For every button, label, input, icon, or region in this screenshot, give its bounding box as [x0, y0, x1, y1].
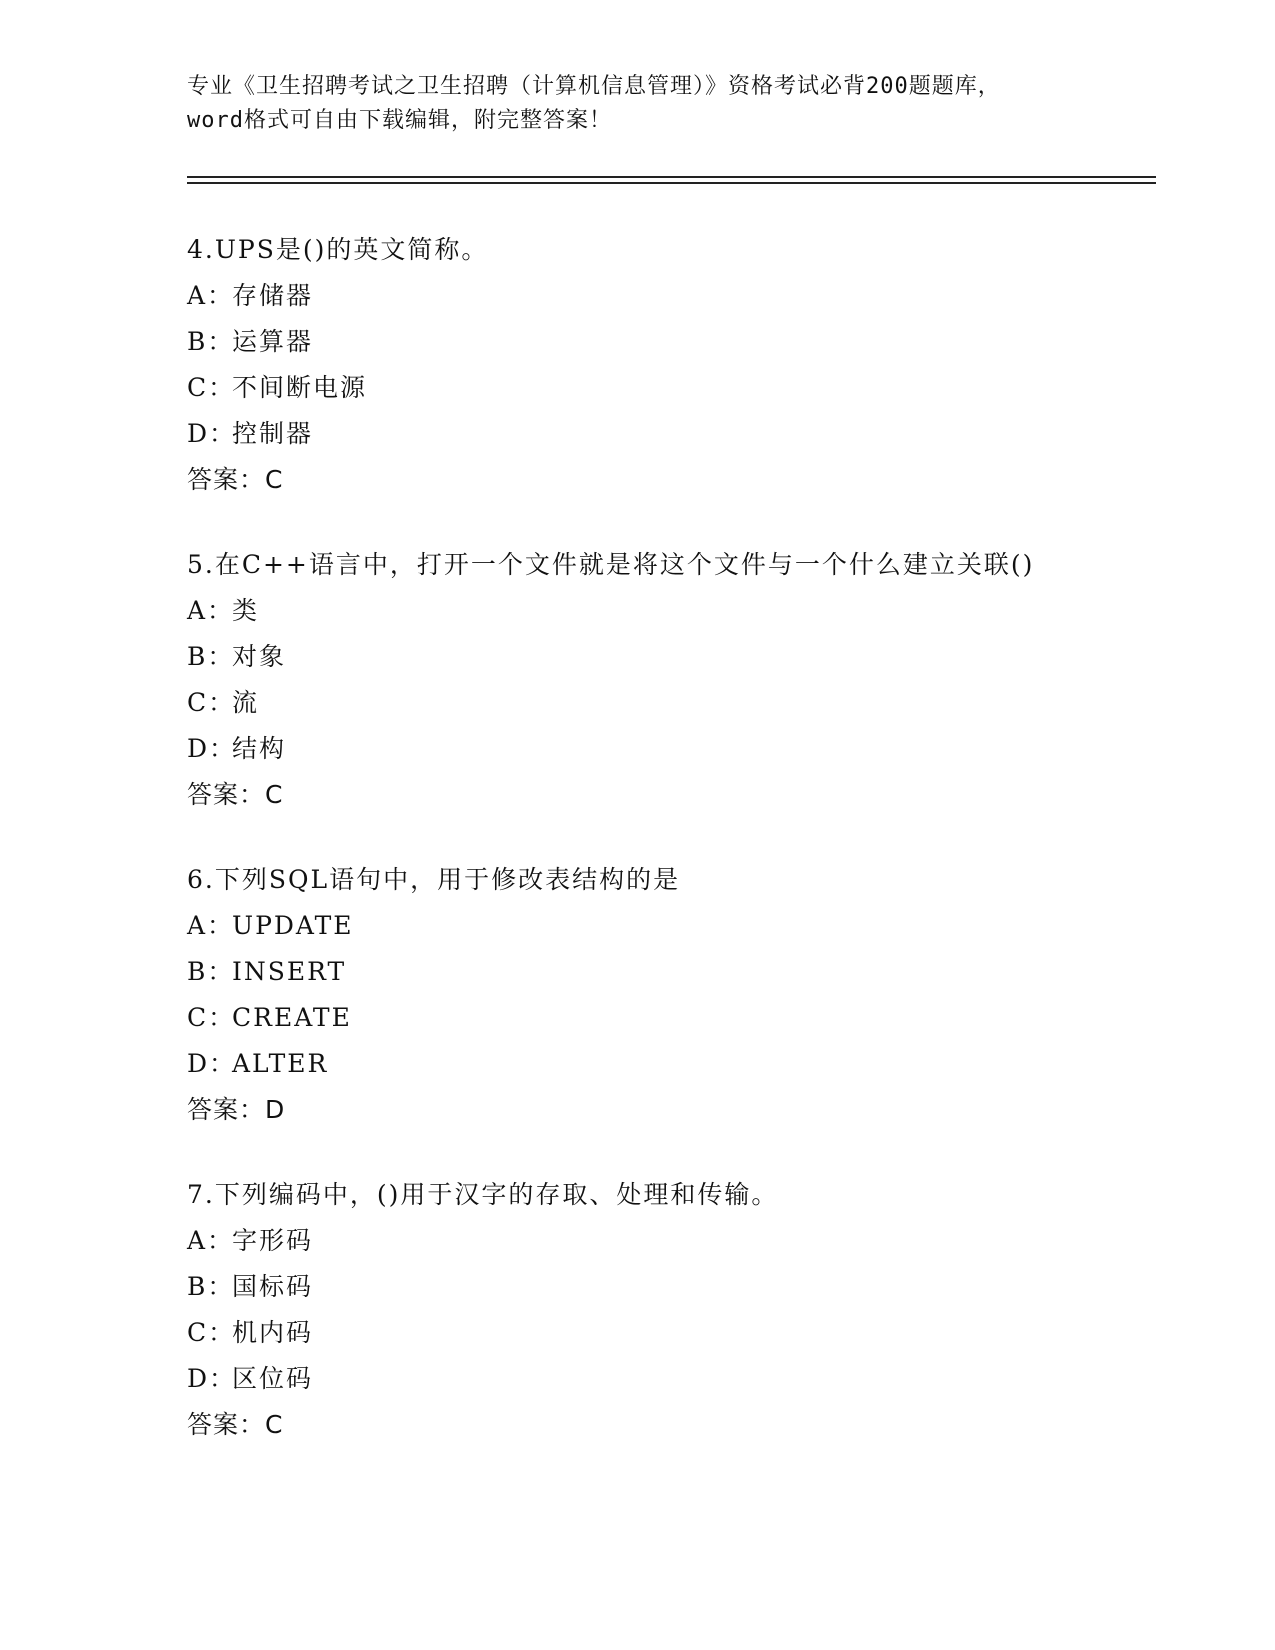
- option-text: 类: [232, 596, 260, 625]
- option-a: [187, 588, 1167, 634]
- header-line-2: word格式可自由下载编辑，附完整答案！: [187, 108, 612, 133]
- question-title: 5.在C++语言中，打开一个文件就是将这个文件与一个什么建立关联(): [187, 550, 1035, 579]
- option-letter: C：: [187, 1318, 236, 1347]
- question-title: 4.UPS是()的英文简称。: [187, 235, 489, 264]
- option-letter: A：: [187, 1226, 235, 1255]
- option-text: 不间断电源: [232, 373, 368, 402]
- option-text: 结构: [232, 734, 287, 763]
- option-letter: A：: [187, 281, 235, 310]
- answer-line: 答案：C: [187, 780, 284, 809]
- option-letter: A：: [187, 596, 235, 625]
- option-letter: C：: [187, 688, 236, 717]
- option-text: 流: [232, 688, 260, 717]
- question-4: [187, 227, 1167, 503]
- option-letter: D：: [187, 1049, 237, 1078]
- header-divider-bottom: [187, 182, 1156, 184]
- option-text: ALTER: [232, 1049, 329, 1078]
- option-a: [187, 903, 1167, 949]
- option-a: [187, 1218, 1167, 1264]
- option-letter: C：: [187, 1003, 236, 1032]
- option-a: [187, 273, 1167, 319]
- answer-line: 答案：C: [187, 1410, 284, 1439]
- option-b: [187, 949, 1167, 995]
- option-text: 对象: [232, 642, 287, 671]
- answer-line: 答案：D: [187, 1095, 286, 1124]
- option-letter: B：: [187, 327, 235, 356]
- option-text: 区位码: [232, 1364, 314, 1393]
- option-text: 存储器: [232, 281, 314, 310]
- question-7: [187, 1172, 1167, 1448]
- option-text: UPDATE: [232, 911, 354, 940]
- option-text: INSERT: [232, 957, 347, 986]
- option-c: [187, 365, 1167, 411]
- option-letter: D：: [187, 1364, 237, 1393]
- option-b: [187, 319, 1167, 365]
- option-letter: D：: [187, 734, 237, 763]
- option-text: 运算器: [232, 327, 314, 356]
- question-5: [187, 542, 1167, 818]
- option-d: [187, 1041, 1167, 1087]
- option-c: [187, 1310, 1167, 1356]
- option-text: 控制器: [232, 419, 314, 448]
- option-text: 国标码: [232, 1272, 314, 1301]
- option-letter: B：: [187, 642, 235, 671]
- answer-line: 答案：C: [187, 465, 284, 494]
- option-d: [187, 1356, 1167, 1402]
- question-title: 7.下列编码中，()用于汉字的存取、处理和传输。: [187, 1180, 779, 1209]
- option-c: [187, 680, 1167, 726]
- option-letter: B：: [187, 957, 235, 986]
- option-c: [187, 995, 1167, 1041]
- option-text: CREATE: [232, 1003, 352, 1032]
- option-letter: D：: [187, 419, 237, 448]
- header-divider-top: [187, 176, 1156, 178]
- option-letter: C：: [187, 373, 236, 402]
- question-6: [187, 857, 1167, 1133]
- option-letter: B：: [187, 1272, 235, 1301]
- option-text: 字形码: [232, 1226, 314, 1255]
- question-title: 6.下列SQL语句中，用于修改表结构的是: [187, 865, 681, 894]
- option-d: [187, 726, 1167, 772]
- option-b: [187, 1264, 1167, 1310]
- option-letter: A：: [187, 911, 235, 940]
- header-line-1: 专业《卫生招聘考试之卫生招聘（计算机信息管理）》资格考试必背200题题库，: [187, 74, 1001, 99]
- option-b: [187, 634, 1167, 680]
- document-header: [187, 70, 1087, 138]
- option-d: [187, 411, 1167, 457]
- option-text: 机内码: [232, 1318, 314, 1347]
